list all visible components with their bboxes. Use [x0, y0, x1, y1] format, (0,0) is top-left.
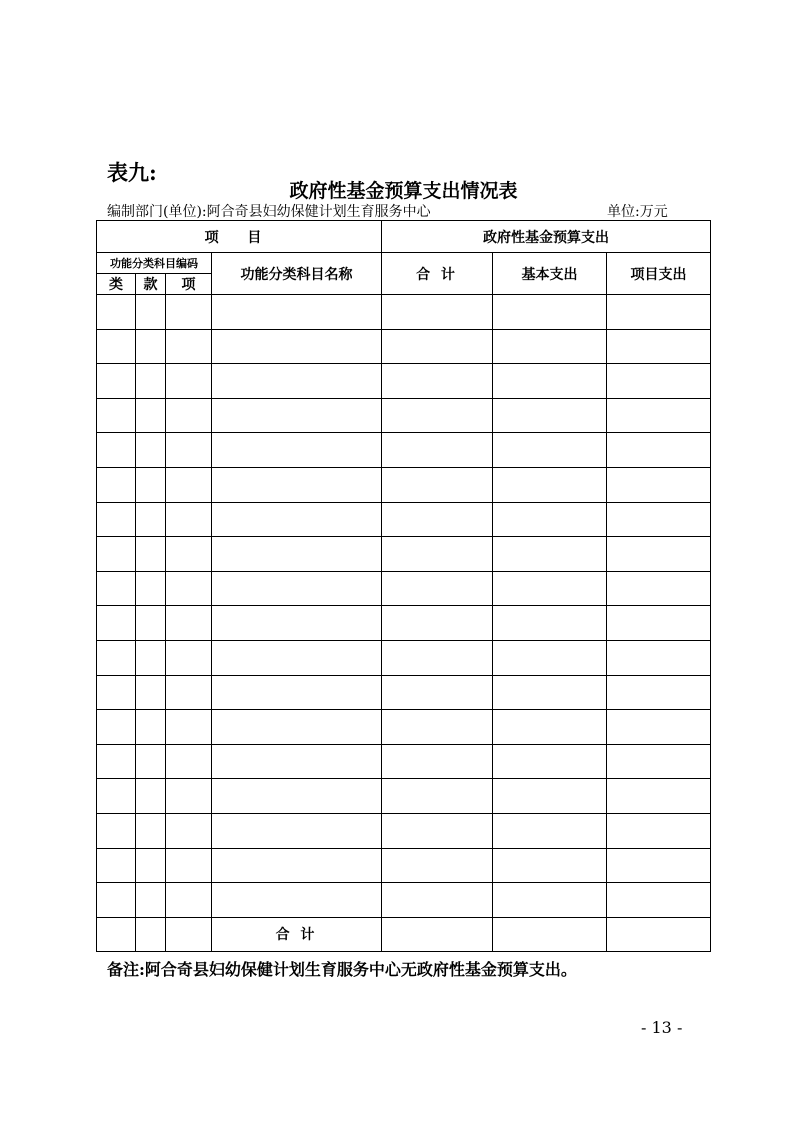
table-cell [97, 917, 136, 951]
table-cell [97, 710, 136, 745]
table-row [97, 364, 711, 399]
table-row [97, 883, 711, 918]
table-cell [166, 537, 212, 572]
table-cell [97, 467, 136, 502]
table-row [97, 813, 711, 848]
table-cell [97, 640, 136, 675]
table-cell [382, 364, 493, 399]
budget-table [96, 220, 711, 952]
table-cell [382, 571, 493, 606]
table-cell [607, 710, 711, 745]
table-cell [493, 571, 607, 606]
table-row [97, 744, 711, 779]
table-cell [166, 433, 212, 468]
table-cell [136, 571, 166, 606]
table-cell [97, 744, 136, 779]
table-cell [136, 329, 166, 364]
table-cell [212, 606, 382, 641]
table-cell [166, 606, 212, 641]
table-cell [493, 744, 607, 779]
header-project-expenditure: 项目支出 [607, 253, 711, 295]
table-cell [607, 467, 711, 502]
table-cell [382, 779, 493, 814]
header-xiang: 项 [166, 274, 212, 295]
table-row [97, 433, 711, 468]
table-cell [382, 502, 493, 537]
table-cell [97, 675, 136, 710]
table-cell [166, 675, 212, 710]
table-cell [382, 537, 493, 572]
table-cell [382, 917, 493, 951]
table-cell [97, 398, 136, 433]
table-cell [607, 883, 711, 918]
table-cell [136, 606, 166, 641]
table-cell [493, 710, 607, 745]
table-cell [136, 433, 166, 468]
document-title: 政府性基金预算支出情况表 [289, 180, 518, 202]
table-cell [493, 606, 607, 641]
table-cell [136, 398, 166, 433]
table-cell [607, 537, 711, 572]
table-cell [493, 813, 607, 848]
header-fund-expenditure: 政府性基金预算支出 [382, 221, 711, 253]
table-row [97, 467, 711, 502]
table-cell [607, 398, 711, 433]
table-cell [212, 364, 382, 399]
table-cell [136, 295, 166, 330]
table-row [97, 398, 711, 433]
header-kuan: 款 [136, 274, 166, 295]
table-cell [97, 295, 136, 330]
table-cell [212, 571, 382, 606]
header-code-group: 功能分类科目编码 [97, 253, 212, 274]
header-row-2 [97, 253, 711, 274]
department-label: 编制部门(单位):阿合奇县妇幼保健计划生育服务中心 [107, 204, 431, 220]
table-cell [212, 502, 382, 537]
table-cell [382, 744, 493, 779]
table-cell [212, 329, 382, 364]
header-total: 合 计 [382, 253, 493, 295]
table-cell [166, 917, 212, 951]
header-row-1 [97, 221, 711, 253]
table-cell [97, 606, 136, 641]
table-cell [136, 364, 166, 399]
table-cell [166, 571, 212, 606]
table-cell [97, 502, 136, 537]
table-cell [97, 883, 136, 918]
table-cell [607, 744, 711, 779]
table-cell [166, 883, 212, 918]
table-cell [607, 640, 711, 675]
table-cell [97, 364, 136, 399]
table-cell [493, 883, 607, 918]
header-basic-expenditure: 基本支出 [493, 253, 607, 295]
table-row [97, 606, 711, 641]
table-cell [212, 813, 382, 848]
table-cell [97, 571, 136, 606]
table-cell [382, 295, 493, 330]
table-cell [382, 606, 493, 641]
table-cell [136, 640, 166, 675]
table-cell [136, 710, 166, 745]
table-cell [166, 848, 212, 883]
table-cell [382, 433, 493, 468]
table-row [97, 779, 711, 814]
table-cell [166, 329, 212, 364]
table-cell [493, 640, 607, 675]
table-cell [97, 329, 136, 364]
table-cell [607, 779, 711, 814]
table-row [97, 710, 711, 745]
table-cell [136, 917, 166, 951]
table-cell [166, 744, 212, 779]
footnote: 备注:阿合奇县妇幼保健计划生育服务中心无政府性基金预算支出。 [107, 960, 577, 979]
table-cell [607, 675, 711, 710]
table-cell [382, 675, 493, 710]
table-cell [97, 433, 136, 468]
table-row [97, 675, 711, 710]
page-number: - 13 - [641, 1018, 683, 1037]
table-cell [212, 779, 382, 814]
unit-label: 单位:万元 [607, 204, 668, 220]
table-cell [493, 675, 607, 710]
table-cell [136, 779, 166, 814]
table-cell [136, 537, 166, 572]
table-cell [166, 710, 212, 745]
table-cell [212, 710, 382, 745]
table-cell [607, 571, 711, 606]
table-cell [136, 502, 166, 537]
table-cell [166, 779, 212, 814]
table-cell [493, 295, 607, 330]
table-row [97, 537, 711, 572]
table-number-label: 表九: [107, 160, 157, 185]
total-row [97, 917, 711, 951]
table-cell [493, 848, 607, 883]
table-cell [212, 883, 382, 918]
table-cell [493, 364, 607, 399]
table-cell [382, 883, 493, 918]
table-cell [607, 295, 711, 330]
table-cell [212, 467, 382, 502]
table-cell [136, 848, 166, 883]
header-project: 项 目 [97, 221, 382, 253]
table-cell [493, 502, 607, 537]
table-cell [382, 813, 493, 848]
table-cell [493, 467, 607, 502]
table-cell [166, 640, 212, 675]
table-cell [166, 364, 212, 399]
table-cell [166, 502, 212, 537]
table-cell [607, 364, 711, 399]
table-cell [97, 537, 136, 572]
table-cell [212, 398, 382, 433]
table-cell [382, 710, 493, 745]
table-cell [493, 537, 607, 572]
table-cell [607, 813, 711, 848]
table-cell [382, 398, 493, 433]
table-cell [136, 744, 166, 779]
table-cell [136, 675, 166, 710]
table-cell [382, 329, 493, 364]
table-cell [212, 537, 382, 572]
table-cell [212, 848, 382, 883]
table-cell [607, 848, 711, 883]
table-cell [607, 917, 711, 951]
table-cell [212, 744, 382, 779]
table-cell [97, 813, 136, 848]
table-cell [212, 675, 382, 710]
header-lei: 类 [97, 274, 136, 295]
table-cell [607, 329, 711, 364]
table-row [97, 295, 711, 330]
table-cell [212, 295, 382, 330]
table-cell [382, 640, 493, 675]
table-cell [493, 398, 607, 433]
table-row [97, 848, 711, 883]
table-cell [136, 883, 166, 918]
table-cell [97, 779, 136, 814]
table-cell [607, 502, 711, 537]
table-cell [212, 433, 382, 468]
table-cell [212, 640, 382, 675]
table-cell [136, 813, 166, 848]
table-row [97, 502, 711, 537]
table-row [97, 329, 711, 364]
table-cell [607, 433, 711, 468]
header-subject-name: 功能分类科目名称 [212, 253, 382, 295]
table-row [97, 640, 711, 675]
table-cell [166, 813, 212, 848]
table-cell [382, 467, 493, 502]
table-cell [493, 779, 607, 814]
table-cell [607, 606, 711, 641]
table-cell [382, 848, 493, 883]
table-cell [493, 329, 607, 364]
table-cell [97, 848, 136, 883]
table-cell [166, 398, 212, 433]
table-cell [493, 433, 607, 468]
total-row-label: 合 计 [212, 917, 382, 951]
table-cell [166, 467, 212, 502]
table-cell [166, 295, 212, 330]
table-row [97, 571, 711, 606]
table-cell [493, 917, 607, 951]
table-cell [136, 467, 166, 502]
